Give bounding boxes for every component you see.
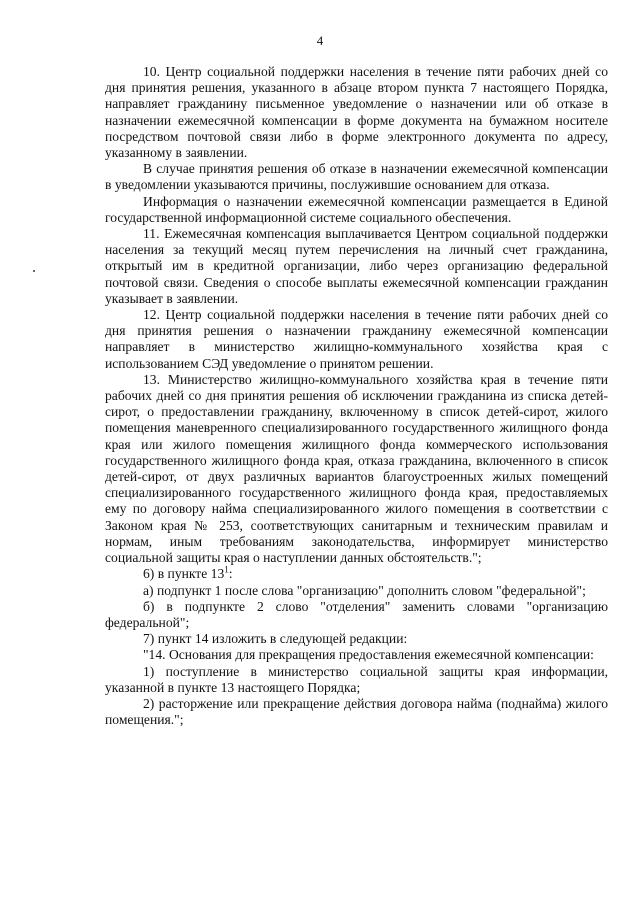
paragraph-refusal-reasons: В случае принятия решения об отказе в назначении ежемесячной компенсации в уведомлении указываются причины, послужившие основанием для отказа. <box>105 161 608 193</box>
margin-dot <box>33 270 35 272</box>
item-6-colon: : <box>228 566 233 582</box>
paragraph-14-heading: "14. Основания для прекращения предоставления ежемесячной компенсации: <box>143 647 594 663</box>
subitem-a: а) подпункт 1 после слова "организацию" дополнить словом "федеральной"; <box>143 582 586 598</box>
ground-1: 1) поступление в министерство социальной защиты края информации, указанной в пункте 13 настоящего Порядка; <box>105 663 608 695</box>
paragraph-10: 10. Центр социальной поддержки населения в течение пяти рабочих дней со дня принятия решения, указанного в абзаце втором пункта 7 настоящего Порядка, направляет гражданину письменное уведомление о назначении или об отказе в назначении ежемесячной компенсации в форме документа на бумажном носителе посредством почтовой связи либо в форме электронного документа по адресу, указанному в заявлении. <box>105 64 608 161</box>
paragraph-information: Информация о назначении ежемесячной компенсации размещается в Единой государственной информационной системе социального обеспечения. <box>105 193 608 225</box>
item-6-superscript: 1 <box>224 564 229 575</box>
paragraph-13: 13. Министерство жилищно-коммунального хозяйства края в течение пяти рабочих дней со дня принятия решения об исключении гражданина из списка детей-сирот, о предоставлении гражданину, включенному в список детей-сирот, жилого помещения маневренного специализированного государственного жилищного фонда края или жилого помещения жилищного фонда коммерческого использования государственного жилищного фонда края, отказа гражданина, включенного в список детей-сирот, от двух различных вариантов благоустроенных жилых помещений специализированного государственного жилищного фонда края, предоставляемых ему по договору найма специализированного жилого помещения в соответствии с Законом края № 253, соответствующих санитарным и техническим правилам и нормам, иным требованиям законодательства, информирует министерство социальной защиты края о наступлении данных обстоятельств."; <box>105 371 608 566</box>
document-body <box>105 64 608 728</box>
subitem-b: б) в подпункте 2 слово "отделения" заменить словами "организацию федеральной"; <box>105 598 608 630</box>
page-number: 4 <box>316 33 324 48</box>
paragraph-12: 12. Центр социальной поддержки населения в течение пяти рабочих дней со дня принятия решения о назначении гражданину ежемесячной компенсации направляет в министерство жилищно-коммунального хозяйства края с использованием СЭД уведомление о принятом решении. <box>105 307 608 371</box>
ground-2: 2) расторжение или прекращение действия договора найма (поднайма) жилого помещения."; <box>105 695 608 728</box>
item-6-text: 6) в пункте 13 <box>143 566 225 582</box>
paragraph-11: 11. Ежемесячная компенсация выплачивается Центром социальной поддержки населения за текущий месяц путем перечисления на личный счет гражданина, открытый им в кредитной организации, либо через организацию федеральной почтовой связи. Сведения о способе выплаты ежемесячной компенсации гражданин указывает в заявлении. <box>105 226 608 306</box>
item-7: 7) пункт 14 изложить в следующей редакции: <box>143 631 408 647</box>
item-6 <box>105 566 608 582</box>
